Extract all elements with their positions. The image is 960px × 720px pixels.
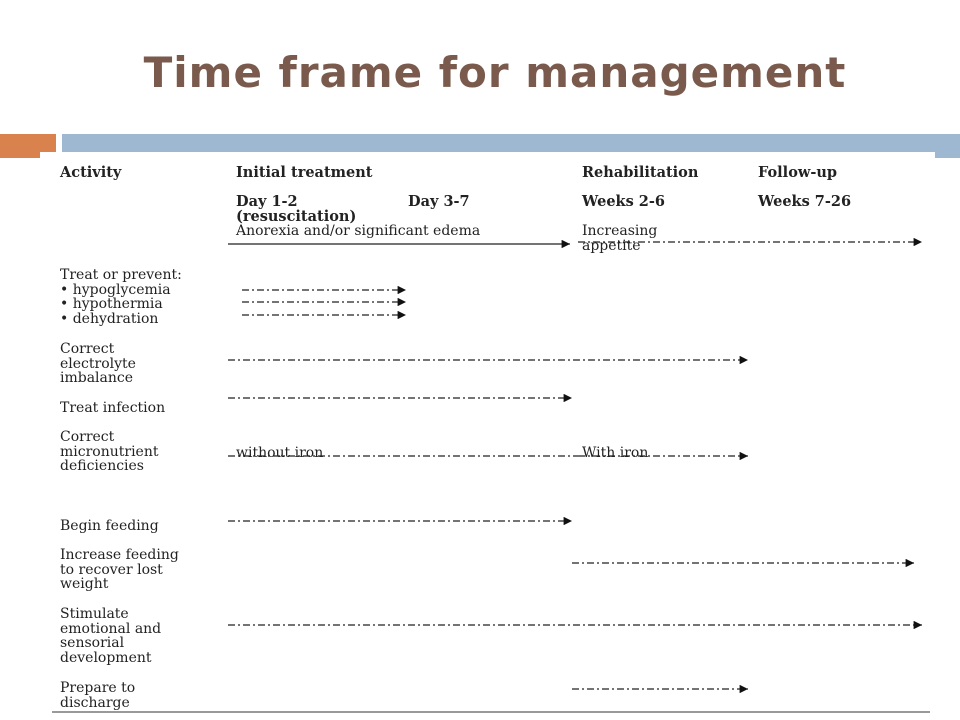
row-label-treat-prevent: Treat or prevent: • hypoglycemia • hypothermia • dehydration — [60, 267, 182, 327]
micronutrient-without-iron: without iron — [236, 445, 324, 461]
micronutrient-with-iron: With iron — [582, 445, 649, 461]
subheader-day-3-7: Day 3-7 — [408, 193, 470, 210]
note-increasing: Increasing — [582, 223, 658, 239]
subheader-day-1-2: Day 1-2 — [236, 193, 298, 210]
subheader-weeks-2-6: Weeks 2-6 — [582, 193, 666, 210]
note-anorexia: Anorexia and/or significant edema — [236, 223, 481, 239]
header-rehabilitation: Rehabilitation — [582, 164, 699, 181]
row-label-electrolyte: Correct electrolyte imbalance — [60, 341, 136, 386]
subheader-resuscitation: (resuscitation) — [236, 208, 357, 225]
row-label-micronutrient: Correct micronutrient deficiencies — [60, 429, 159, 474]
header-initial-treatment: Initial treatment — [236, 164, 373, 181]
row-label-discharge: Prepare to discharge — [60, 680, 136, 711]
note-appetite: appetite — [582, 238, 641, 254]
page-title: Time frame for management — [143, 48, 847, 97]
row-label-infection: Treat infection — [60, 400, 166, 416]
row-label-increase-feeding: Increase feeding to recover lost weight — [60, 547, 179, 592]
row-label-stimulate: Stimulate emotional and sensorial development — [60, 606, 162, 666]
row-label-begin-feeding: Begin feeding — [60, 518, 159, 534]
header-follow-up: Follow-up — [758, 164, 838, 181]
header-activity: Activity — [60, 164, 122, 181]
subheader-weeks-7-26: Weeks 7-26 — [758, 193, 852, 210]
